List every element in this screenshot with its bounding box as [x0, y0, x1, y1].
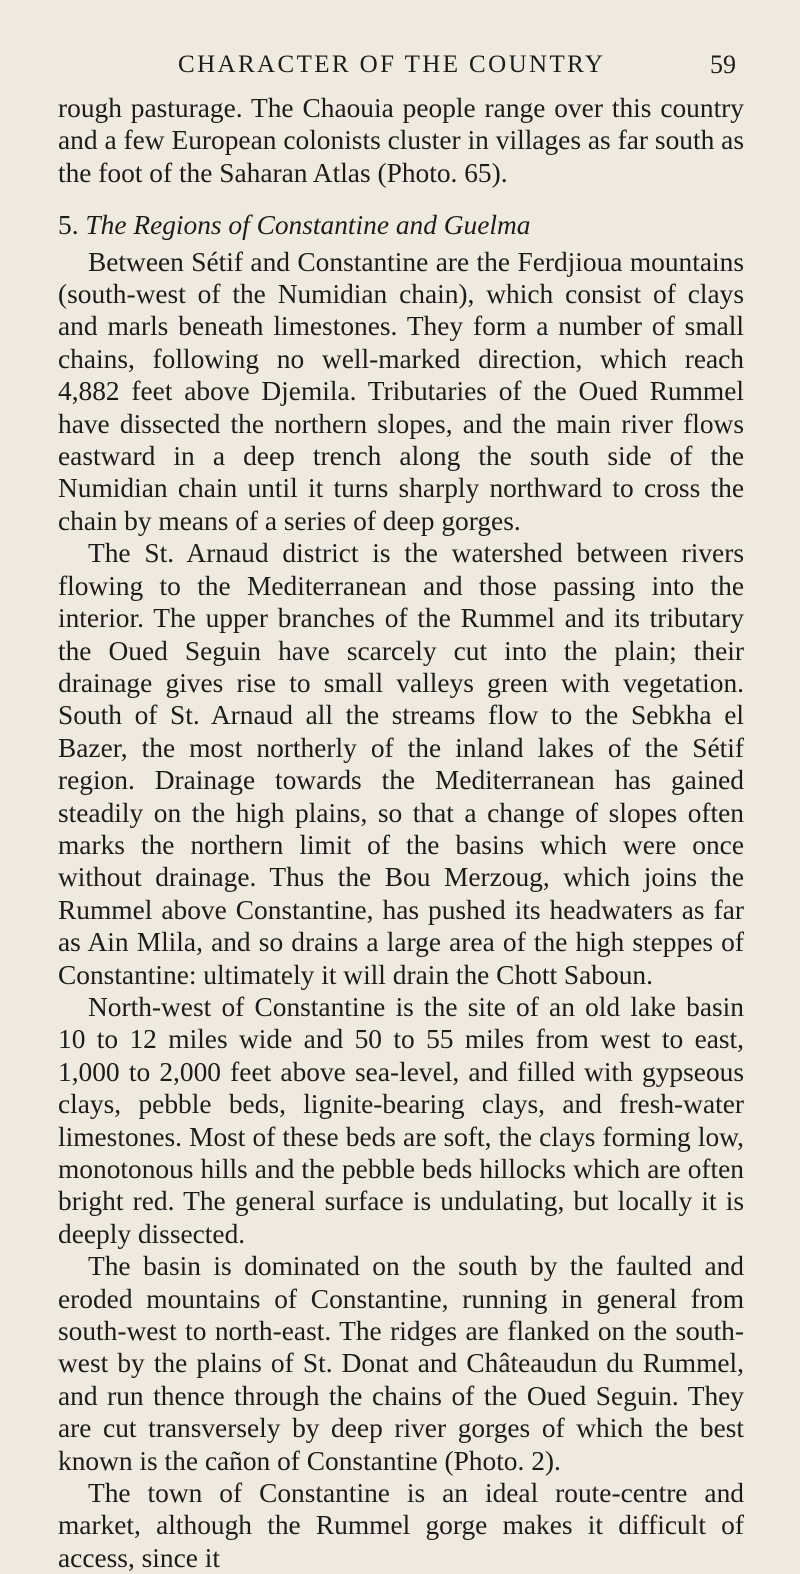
- page-number: 59: [710, 50, 736, 79]
- section-number: 5.: [58, 210, 79, 241]
- paragraph: The St. Arnaud district is the watershed between rivers flowing to the Mediterranean and those passing into the interior. The upper branches of the Rummel and its tributary the Oued Seguin have scarcely cut into the plain; their drainage gives rise to small valleys green with vegetation. South of St. Arnaud all the streams flow to the Sebkha el Bazer, the most northerly of the inland lakes of the Sétif region. Drainage towards the Mediterranean has gained steadily on the high plains, so that a change of slopes often marks the northern limit of the basins which were once without drainage. Thus the Bou Merzoug, which joins the Rummel above Constantine, has pushed its headwaters as far as Ain Mlila, and so drains a large area of the high steppes of Constantine: ultimately it will drain the Chott Saboun.: [58, 538, 744, 990]
- paragraph: Between Sétif and Constantine are the Ferdjioua mountains (south-west of the Numidian chain), which consist of clays and marls beneath limestones. They form a number of small chains, following no well-marked direction, which reach 4,882 feet above Djemila. Tributaries of the Oued Rummel have dissected the northern slopes, and the main river flows eastward in a deep trench along the south side of the Numidian chain until it turns sharply northward to cross the chain by means of a series of deep gorges.: [58, 246, 744, 536]
- paragraph: North-west of Constantine is the site of an old lake basin 10 to 12 miles wide and 50 to 55 miles from west to east, 1,000 to 2,000 feet above sea-level, and filled with gypseous clays, pebble beds, lignite-bearing clays, and fresh-water limestones. Most of these beds are soft, the clays forming low, monotonous hills and the pebble beds hillocks which are often bright red. The general surface is undulating, but locally it is deeply dissected.: [58, 991, 744, 1249]
- paragraph: The basin is dominated on the south by the faulted and eroded mountains of Constantine, running in general from south-west to north-east. The ridges are flanked on the south-west by the plains of St. Donat and Châteaudun du Rummel, and run thence through the chains of the Oued Seguin. They are cut transversely by deep river gorges of which the best known is the cañon of Constantine (Photo. 2).: [58, 1251, 744, 1476]
- running-title: CHARACTER OF THE COUNTRY: [178, 51, 606, 78]
- section-heading: [58, 209, 744, 241]
- running-head: [58, 50, 744, 84]
- section-title: The Regions of Constantine and Guelma: [85, 210, 531, 241]
- paragraph: The town of Constantine is an ideal route-centre and market, although the Rummel gorge makes it difficult of access, since it: [58, 1478, 744, 1573]
- paragraph-continued: rough pasturage. The Chaouia people range over this country and a few European colonists cluster in villages as far south as the foot of the Saharan Atlas (Photo. 65).: [58, 93, 744, 188]
